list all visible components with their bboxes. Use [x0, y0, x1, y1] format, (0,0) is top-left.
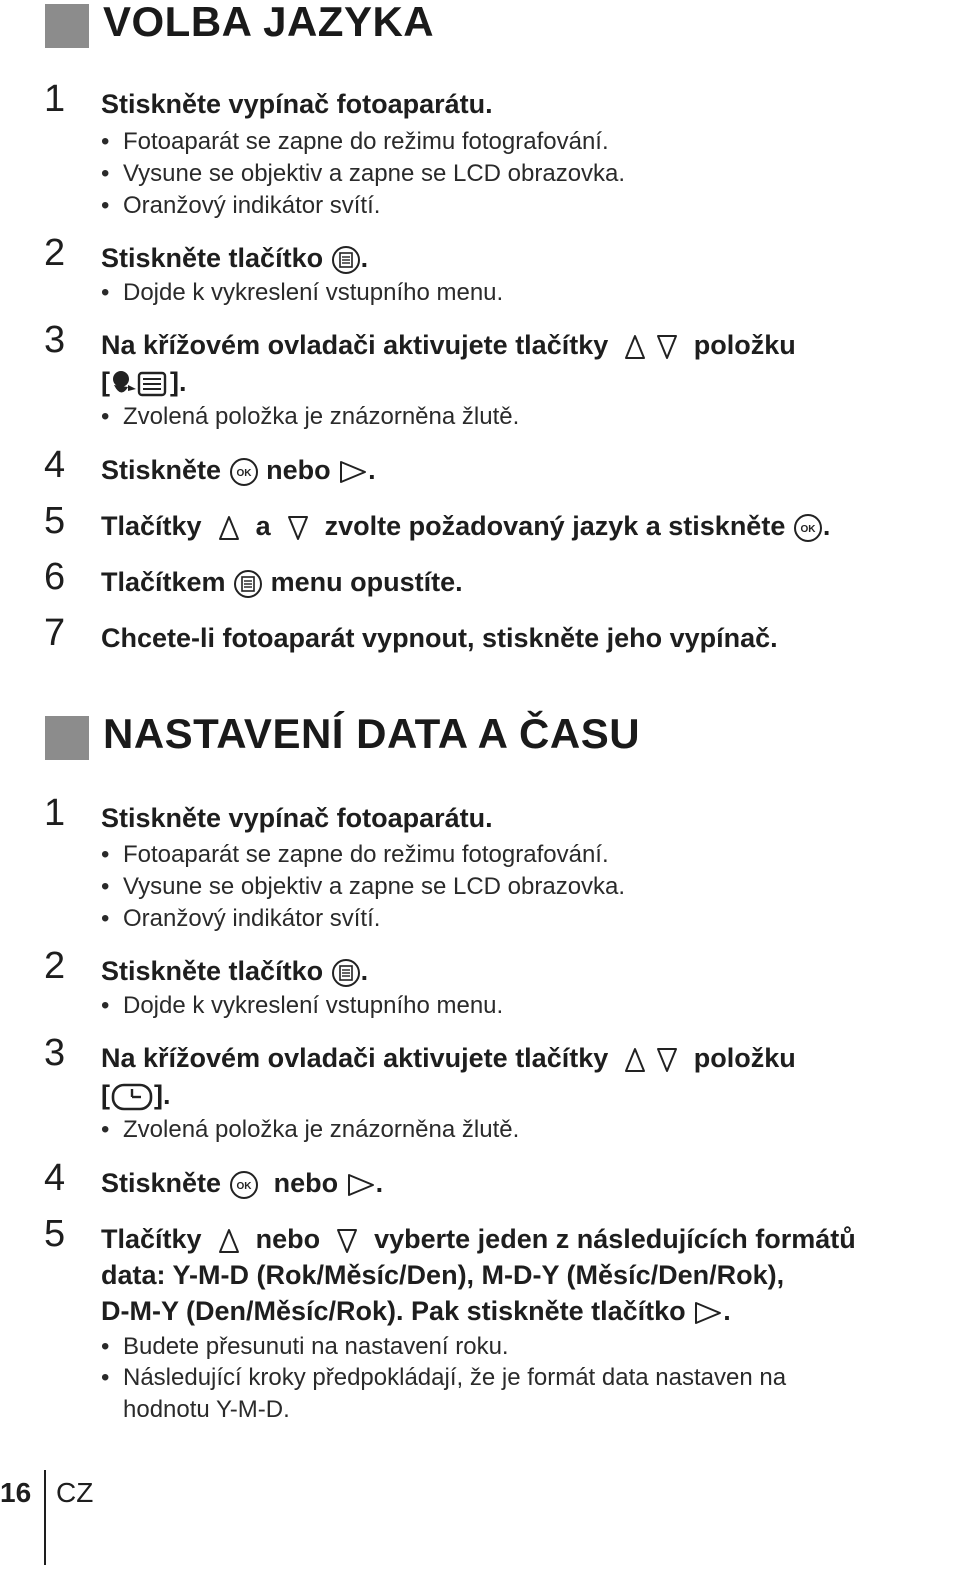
ok-button-icon	[229, 457, 259, 487]
clock-menu-icon	[110, 1082, 154, 1112]
step-text: Stiskněte OK nebo .	[101, 1168, 384, 1198]
up-arrow-icon	[217, 1227, 241, 1255]
section-title: VOLBA JAZYKA	[103, 0, 435, 45]
step-number: 1	[44, 792, 66, 834]
bullet-item: • Vysune se objektiv a zapne se LCD obrazovka.	[101, 873, 626, 900]
page-number: 16	[0, 1477, 32, 1508]
down-arrow-icon	[655, 1046, 679, 1074]
step-text-continued: data: Y-M-D (Rok/Měsíc/Den), M-D-Y (Měsíc/Den/Rok),	[101, 1260, 785, 1290]
step-text: Na křížovém ovladači aktivujete tlačítky položku	[101, 1043, 796, 1073]
step-number: 2	[44, 232, 66, 274]
bullet-item: • Dojde k vykreslení vstupního menu.	[101, 992, 504, 1019]
bullet-item: • Zvolená položka je znázorněna žlutě.	[101, 1116, 520, 1143]
step-text: Chcete-li fotoaparát vypnout, stiskněte jeho vypínač.	[101, 623, 778, 653]
step-number: 7	[44, 612, 66, 654]
step-text: Stiskněte vypínač fotoaparátu.	[101, 803, 493, 833]
step-text-continued: [ ].	[101, 367, 187, 397]
bullet-item: • Fotoaparát se zapne do režimu fotografování.	[101, 128, 609, 155]
right-arrow-icon	[338, 459, 368, 485]
heading-square-marker	[45, 716, 89, 760]
menu-button-icon	[331, 245, 361, 275]
ok-button-icon	[229, 1170, 259, 1200]
step-number: 5	[44, 500, 66, 542]
bullet-item: • Budete přesunuti na nastavení roku.	[101, 1333, 509, 1360]
bullet-item: • Následující kroky předpokládají, že je formát data nastaven na	[101, 1364, 787, 1391]
up-arrow-icon	[623, 333, 647, 361]
bullet-item: • Oranžový indikátor svítí.	[101, 192, 381, 219]
bullet-item: • Vysune se objektiv a zapne se LCD obrazovka.	[101, 160, 626, 187]
step-text-continued: [ ].	[101, 1080, 171, 1110]
language-menu-icon	[110, 369, 170, 399]
step-text: Stiskněte tlačítko .	[101, 243, 369, 273]
right-arrow-icon	[693, 1300, 723, 1326]
step-number: 2	[44, 945, 66, 987]
up-arrow-icon	[217, 514, 241, 542]
up-arrow-icon	[623, 1046, 647, 1074]
down-arrow-icon	[286, 514, 310, 542]
down-arrow-icon	[655, 333, 679, 361]
step-number: 4	[44, 444, 66, 486]
ok-button-icon	[793, 513, 823, 543]
down-arrow-icon	[335, 1227, 359, 1255]
step-number: 1	[44, 78, 66, 120]
step-text: Tlačítky a zvolte požadovaný jazyk a stiskněte OK .	[101, 511, 831, 541]
step-number: 3	[44, 319, 66, 361]
svg-text:OK: OK	[800, 523, 816, 535]
step-number: 4	[44, 1157, 66, 1199]
step-text: Stiskněte OK nebo .	[101, 455, 376, 485]
menu-button-icon	[331, 958, 361, 988]
step-number: 3	[44, 1032, 66, 1074]
step-number: 5	[44, 1213, 66, 1255]
bullet-item: • Dojde k vykreslení vstupního menu.	[101, 279, 504, 306]
step-number: 6	[44, 556, 66, 598]
svg-text:OK: OK	[236, 1180, 252, 1192]
step-text: Na křížovém ovladači aktivujete tlačítky položku	[101, 330, 796, 360]
footer-divider	[44, 1470, 46, 1565]
bullet-item: • Oranžový indikátor svítí.	[101, 905, 381, 932]
bullet-item: • Fotoaparát se zapne do režimu fotografování.	[101, 841, 609, 868]
heading-square-marker	[45, 4, 89, 48]
step-text-continued: D-M-Y (Den/Měsíc/Rok). Pak stiskněte tlačítko .	[101, 1296, 731, 1326]
section-title: NASTAVENÍ DATA A ČASU	[103, 710, 641, 757]
bullet-item: • Zvolená položka je znázorněna žlutě.	[101, 403, 520, 430]
step-text: Tlačítky nebo vyberte jeden z následujících formátů	[101, 1224, 856, 1254]
svg-text:OK: OK	[236, 467, 252, 479]
bullet-continuation: hodnotu Y-M-D.	[123, 1396, 290, 1423]
step-text: Tlačítkem menu opustíte.	[101, 567, 463, 597]
right-arrow-icon	[346, 1172, 376, 1198]
language-code: CZ	[56, 1477, 94, 1508]
menu-button-icon	[233, 569, 263, 599]
step-text: Stiskněte tlačítko .	[101, 956, 369, 986]
step-text: Stiskněte vypínač fotoaparátu.	[101, 89, 493, 119]
